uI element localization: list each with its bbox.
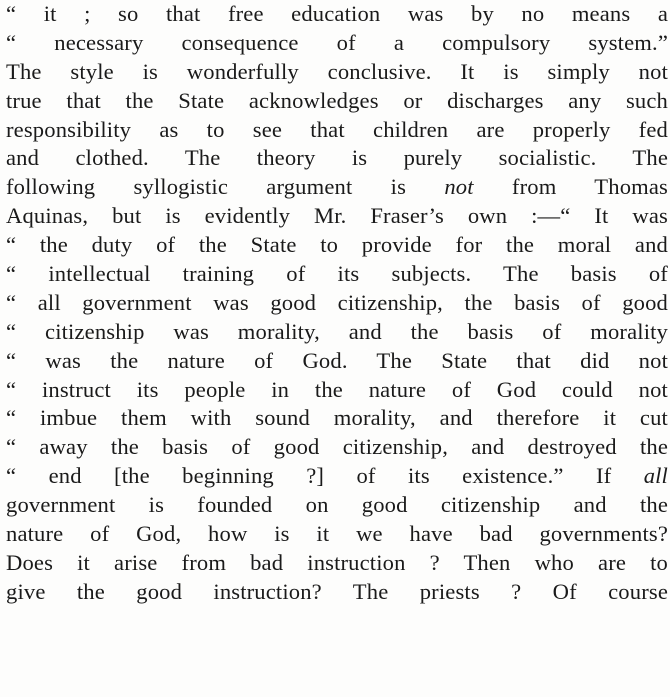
body-text <box>6 0 668 607</box>
text-line-10: “ intellectual training of its subjects. The basis of <box>6 261 668 287</box>
text-line-16: “ away the basis of good citizenship, and destroyed the <box>6 434 668 460</box>
text-line-13: “ was the nature of God. The State that did not <box>6 347 668 373</box>
text-line-12: “ citizenship was morality, and the basis of morality <box>6 318 668 344</box>
emphasis-text: all <box>643 463 668 489</box>
text-line-7: following syllogistic argument is not from Thomas <box>6 174 668 200</box>
text-line-17: “ end [the beginning ?] of its existence.” If all <box>6 463 668 489</box>
text-line-6: and clothed. The theory is purely socialistic. The <box>6 145 668 171</box>
text-line-20: Does it arise from bad instruction ? Then who are to <box>6 549 668 575</box>
text-line-19: nature of God, how is it we have bad governments? <box>6 521 668 547</box>
text-line-9: “ the duty of the State to provide for the moral and <box>6 232 668 258</box>
text-line-4: true that the State acknowledges or discharges any such <box>6 87 668 113</box>
text-line-2: “ necessary consequence of a compulsory system.” <box>6 29 668 55</box>
text-line-15: “ imbue them with sound morality, and therefore it cut <box>6 405 668 431</box>
text-line-18: government is founded on good citizenship and the <box>6 492 668 518</box>
text-line-11: “ all government was good citizenship, the basis of good <box>6 289 668 315</box>
text-line-8: Aquinas, but is evidently Mr. Fraser’s own :—“ It was <box>6 203 668 229</box>
text-line-3: The style is wonderfully conclusive. It is simply not <box>6 58 668 84</box>
emphasis-text: not <box>444 174 474 200</box>
text-line-1: “ it ; so that free education was by no means a <box>6 1 668 26</box>
text-line-21: give the good instruction? The priests ? Of course <box>6 578 668 604</box>
text-line-14: “ instruct its people in the nature of God could not <box>6 376 668 402</box>
text-line-5: responsibility as to see that children are properly fed <box>6 116 668 142</box>
